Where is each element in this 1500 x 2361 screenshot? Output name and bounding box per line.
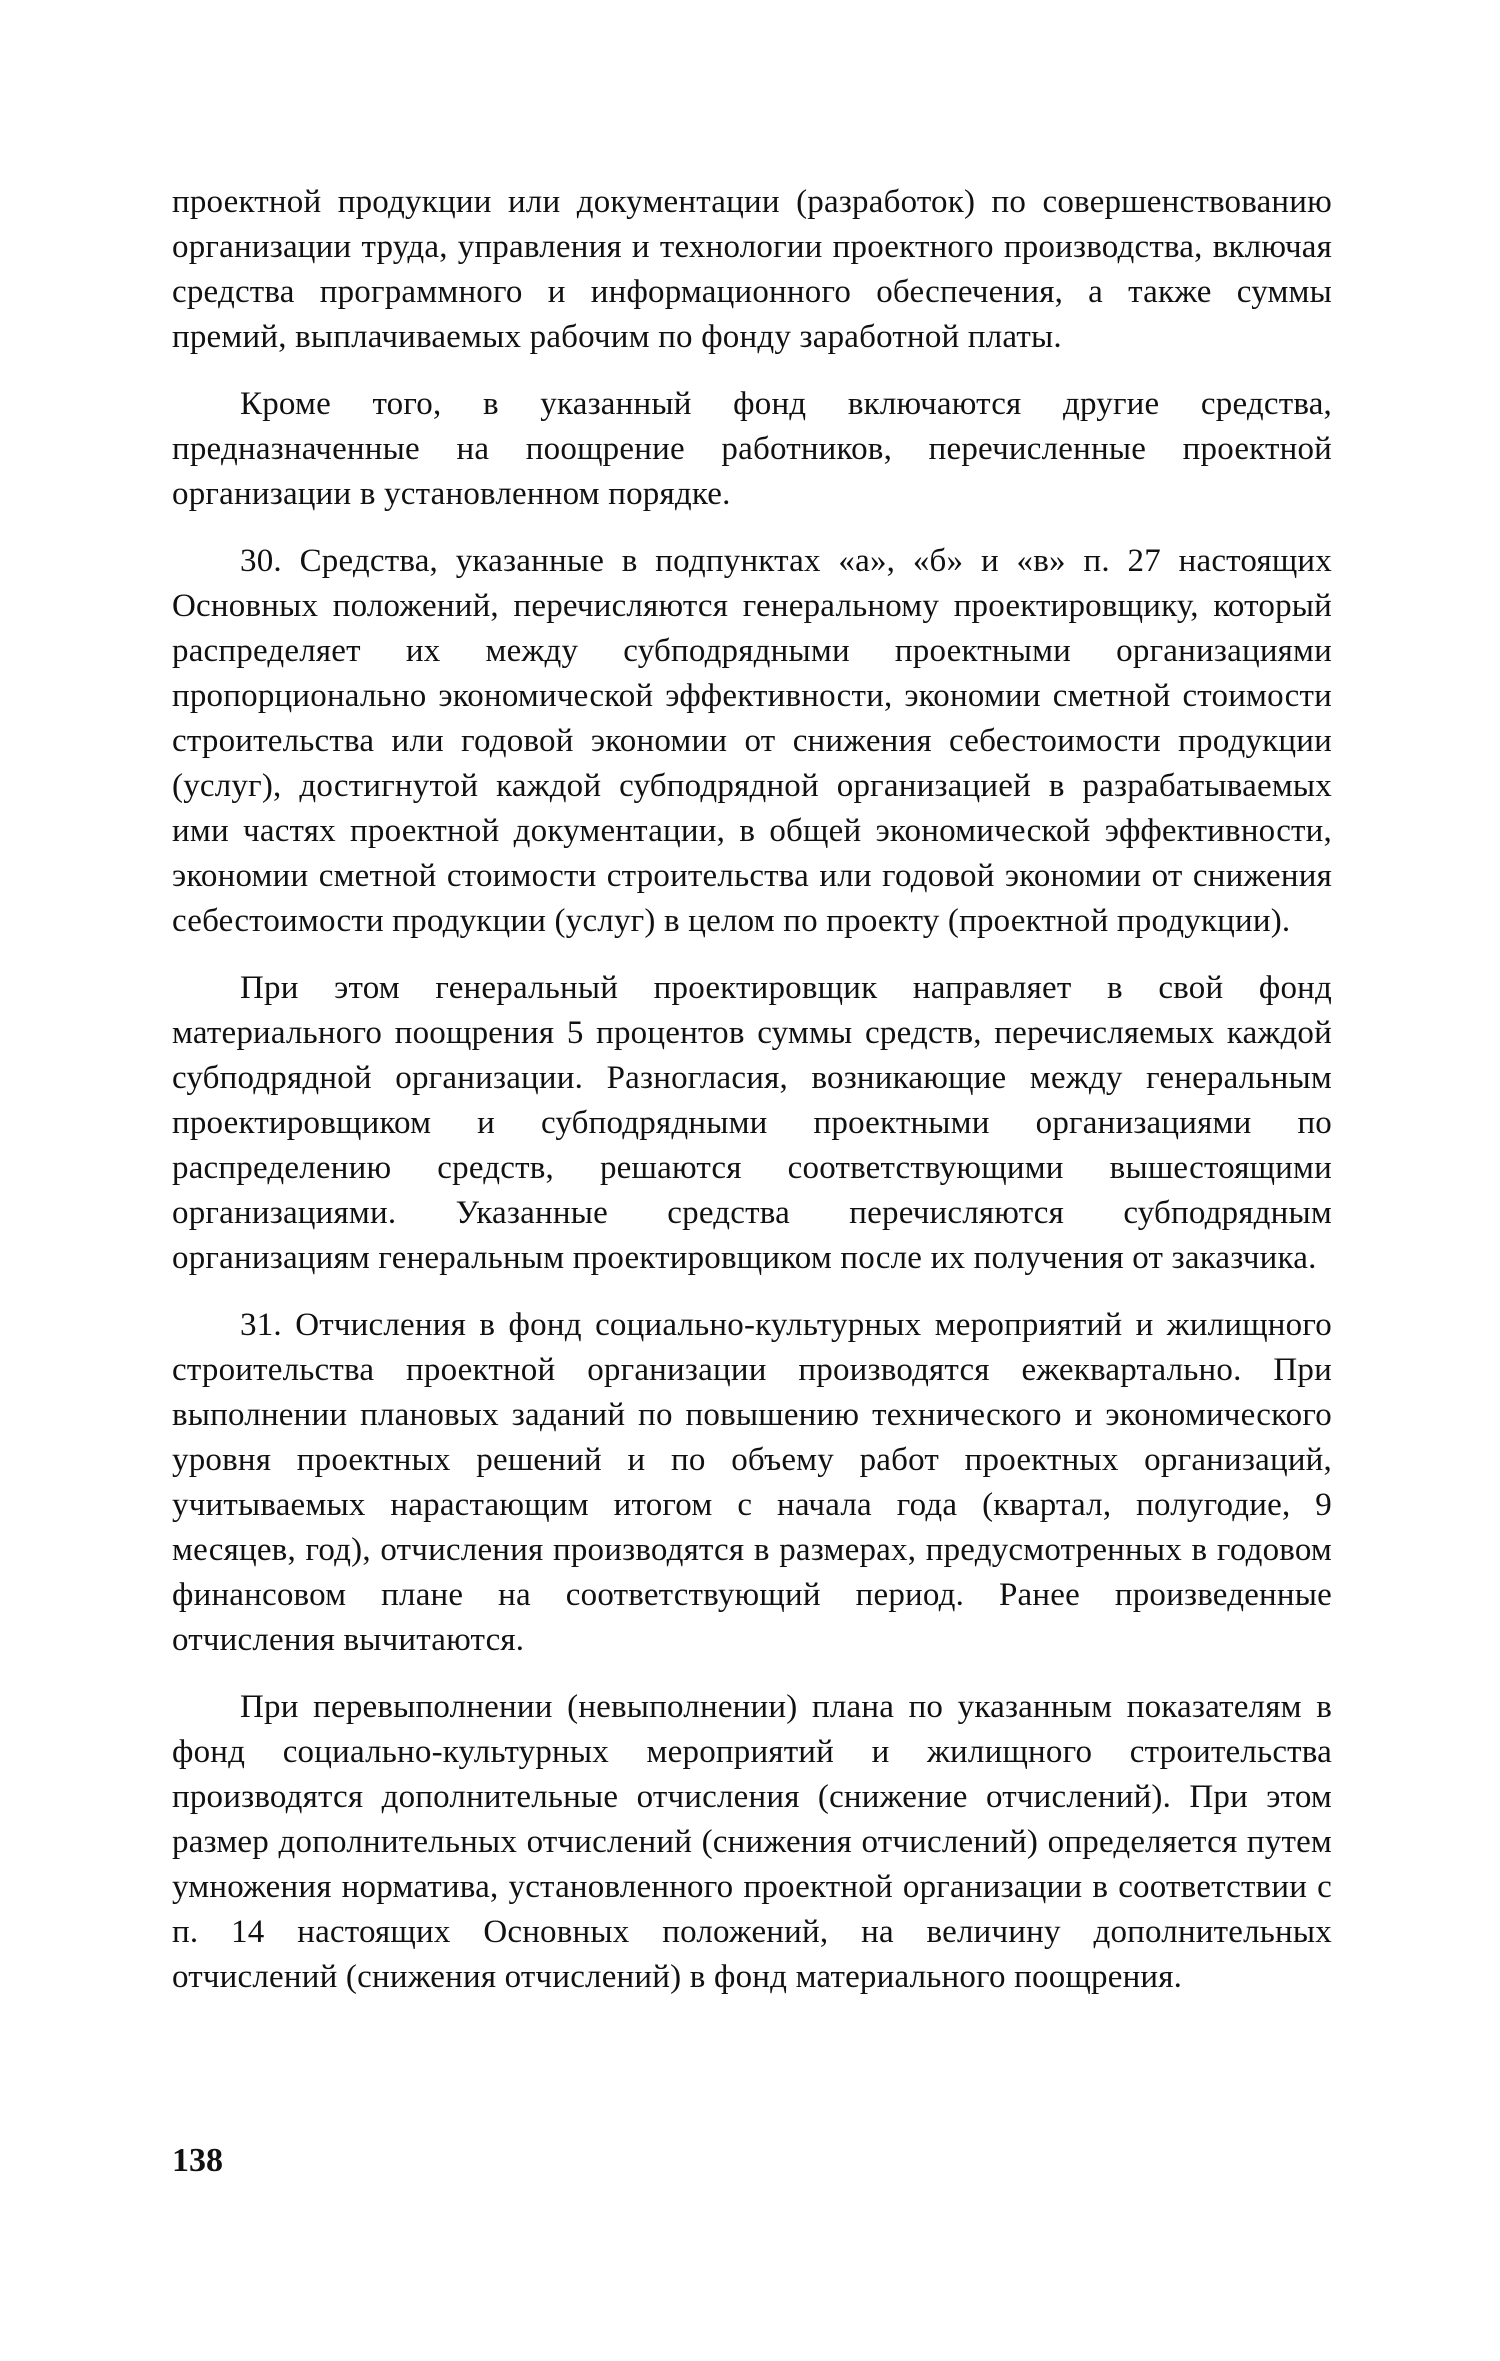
paragraph-section-30: 30. Средства, указанные в подпунктах «а», «б» и «в» п. 27 настоящих Основных положений, перечисляются генеральному проектировщику, который распределяет их между субподрядными проектными организациями пропорционально экономической эффективности, экономии сметной стоимости строительства или годовой экономии от снижения себестоимости продукции (услуг), достигнутой каждой субподрядной организацией в разрабатываемых ими частях проектной документации, в общей экономической эффективности, экономии сметной стоимости строительства или годовой экономии от снижения себестоимости продукции (услуг) в целом по проекту (проектной продукции).: [172, 543, 1332, 939]
paragraph-continuation: проектной продукции или документации (разработок) по совершенствованию организации труда, управления и технологии проектного производства, включая средства программного и информационного обеспечения, а также суммы премий, выплачиваемых рабочим по фонду заработной платы.: [172, 184, 1332, 355]
page-number: 138: [172, 2142, 223, 2179]
paragraph-general-designer: При этом генеральный проектировщик направляет в свой фонд материального поощрения 5 процентов суммы средств, перечисляемых каждой субподрядной организации. Разногласия, возникающие между генеральным проектировщиком и субподрядными проектными организациями по распределению средств, решаются соответствующими вышестоящими организациями. Указанные средства перечисляются субподрядным организациям генеральным проектировщиком после их получения от заказчика.: [172, 970, 1332, 1276]
page-body: [172, 180, 1332, 2022]
paragraph-fund-sources: Кроме того, в указанный фонд включаются другие средства, предназначенные на поощрение работников, перечисленные проектной организации в установленном порядке.: [172, 386, 1332, 512]
paragraph-overfulfillment: При перевыполнении (невыполнении) плана по указанным показателям в фонд социально-культурных мероприятий и жилищного строительства производятся дополнительные отчисления (снижение отчислений). При этом размер дополнительных отчислений (снижения отчислений) определяется путем умножения норматива, установленного проектной организации в соответствии с п. 14 настоящих Основных положений, на величину дополнительных отчислений (снижения отчислений) в фонд материального поощрения.: [172, 1689, 1332, 1995]
paragraph-section-31: 31. Отчисления в фонд социально-культурных мероприятий и жилищного строительства проектной организации производятся ежеквартально. При выполнении плановых заданий по повышению технического и экономического уровня проектных решений и по объему работ проектных организаций, учитываемых нарастающим итогом с начала года (квартал, полугодие, 9 месяцев, год), отчисления производятся в размерах, предусмотренных в годовом финансовом плане на соответствующий период. Ранее произведенные отчисления вычитаются.: [172, 1307, 1332, 1658]
